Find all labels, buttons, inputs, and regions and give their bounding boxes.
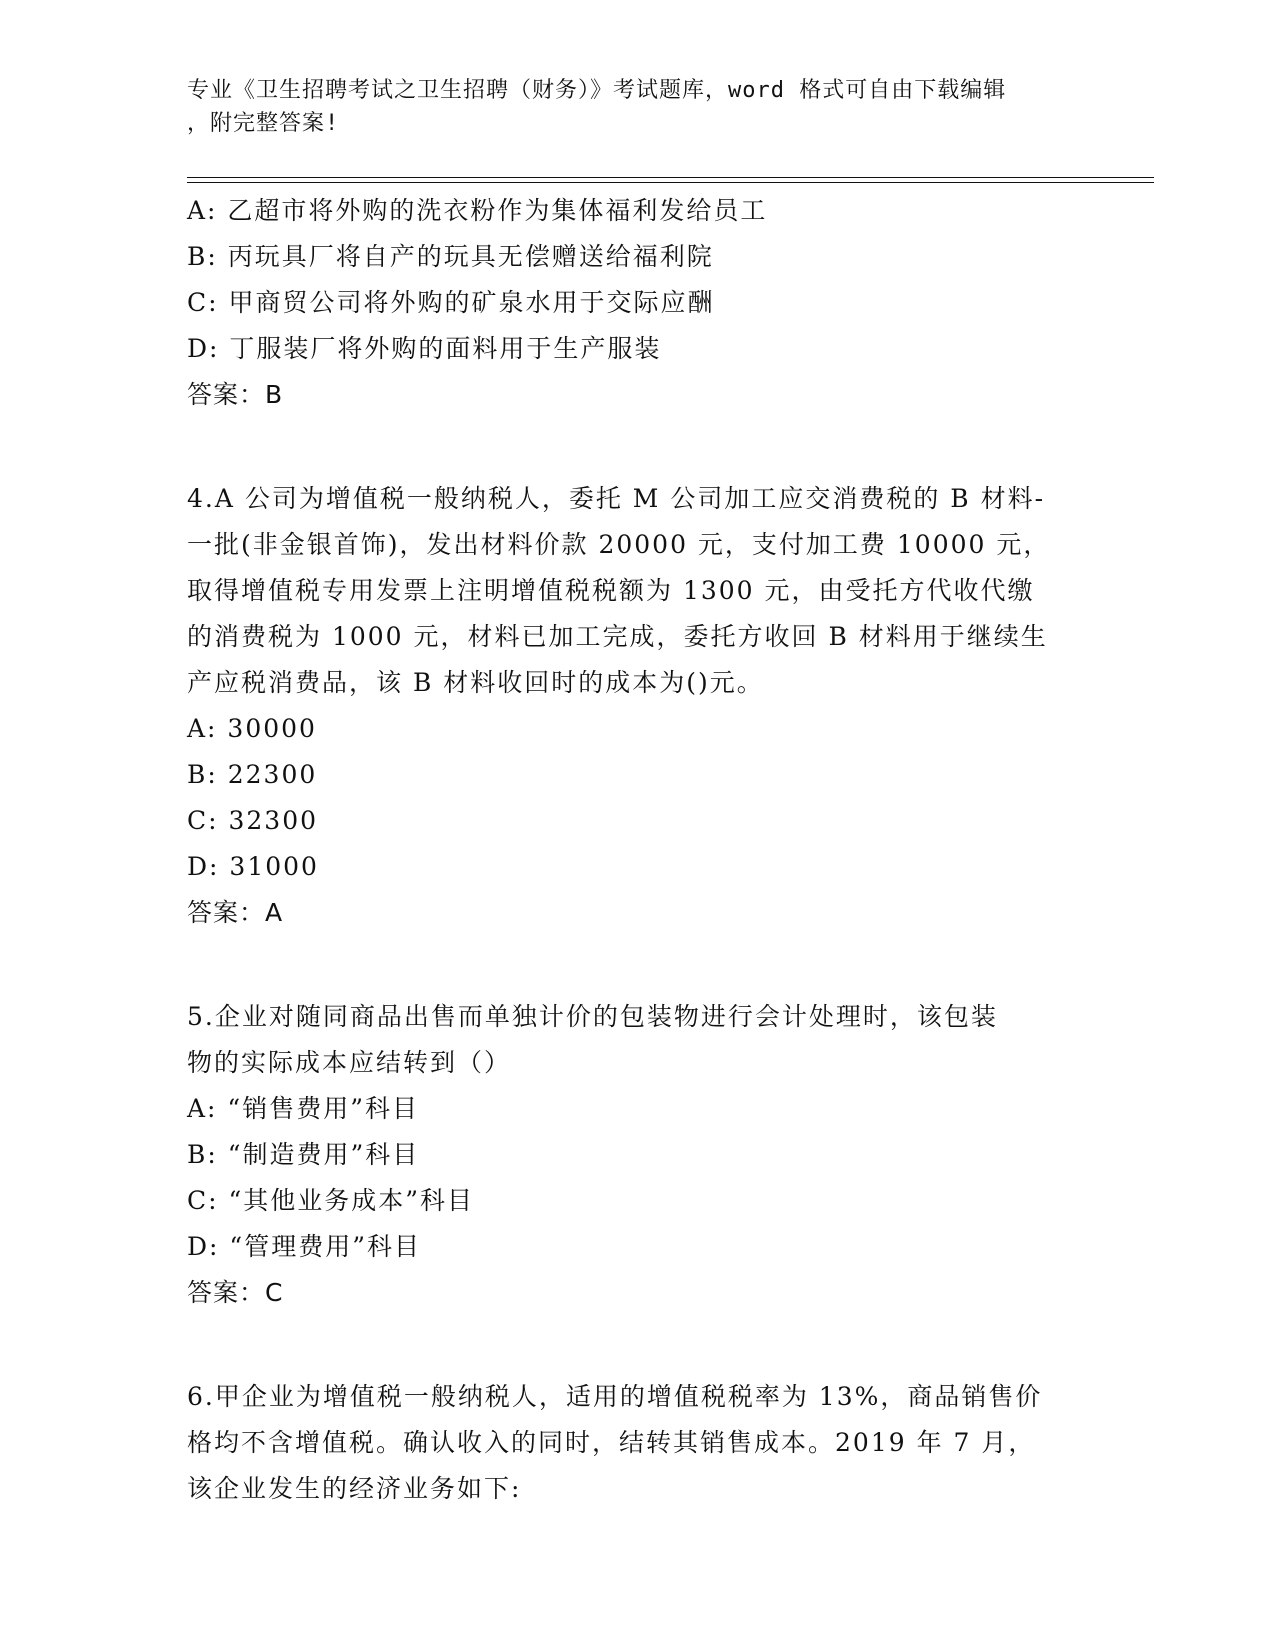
header-divider-top [187, 177, 1154, 178]
stem-line: 产应税消费品，该 B 材料收回时的成本为()元。 [187, 668, 764, 697]
stem-line: 6.甲企业为增值税一般纳税人，适用的增值税税率为 13%，商品销售价 [187, 1382, 1043, 1411]
option-d: D: “管理费用”科目 [187, 1232, 421, 1261]
option-a: A: “销售费用”科目 [187, 1094, 419, 1123]
option-b: B: 丙玩具厂将自产的玩具无偿赠送给福利院 [187, 242, 714, 271]
question-stem [187, 476, 1087, 706]
answer: 答案：B [187, 380, 284, 409]
option-d: D: 丁服装厂将外购的面料用于生产服装 [187, 334, 662, 363]
document-header [187, 74, 1077, 140]
question-5 [187, 994, 1087, 1316]
document-body [187, 188, 1087, 1512]
question-3 [187, 188, 1087, 418]
question-stem [187, 994, 1087, 1086]
answer: 答案：A [187, 898, 284, 927]
stem-line: 该企业发生的经济业务如下: [187, 1474, 522, 1503]
stem-line: 物的实际成本应结转到（） [187, 1048, 512, 1077]
question-4 [187, 476, 1087, 936]
stem-line: 4.A 公司为增值税一般纳税人，委托 M 公司加工应交消费税的 B 材料- [187, 484, 1046, 513]
question-stem [187, 1374, 1087, 1512]
header-line-1: 专业《卫生招聘考试之卫生招聘（财务）》考试题库，word 格式可自由下载编辑 [187, 78, 1007, 103]
option-a: A: 乙超市将外购的洗衣粉作为集体福利发给员工 [187, 196, 768, 225]
stem-line: 取得增值税专用发票上注明增值税税额为 1300 元，由受托方代收代缴 [187, 576, 1035, 605]
option-b: B: 22300 [187, 760, 318, 789]
option-b: B: “制造费用”科目 [187, 1140, 420, 1169]
stem-line: 的消费税为 1000 元，材料已加工完成，委托方收回 B 材料用于继续生 [187, 622, 1048, 651]
option-c: C: “其他业务成本”科目 [187, 1186, 475, 1215]
stem-line: 格均不含增值税。确认收入的同时，结转其销售成本。2019 年 7 月， [187, 1428, 1036, 1457]
header-line-2: ，附完整答案! [187, 111, 340, 136]
stem-line: 5.企业对随同商品出售而单独计价的包装物进行会计处理时，该包装 [187, 1002, 998, 1031]
stem-line: 一批(非金银首饰)，发出材料价款 20000 元，支付加工费 10000 元， [187, 530, 1051, 559]
header-divider-bottom [187, 182, 1154, 183]
option-c: C: 32300 [187, 806, 319, 835]
option-c: C: 甲商贸公司将外购的矿泉水用于交际应酬 [187, 288, 715, 317]
option-a: A: 30000 [187, 714, 317, 743]
answer: 答案：C [187, 1278, 284, 1307]
question-6 [187, 1374, 1087, 1512]
option-d: D: 31000 [187, 852, 319, 881]
